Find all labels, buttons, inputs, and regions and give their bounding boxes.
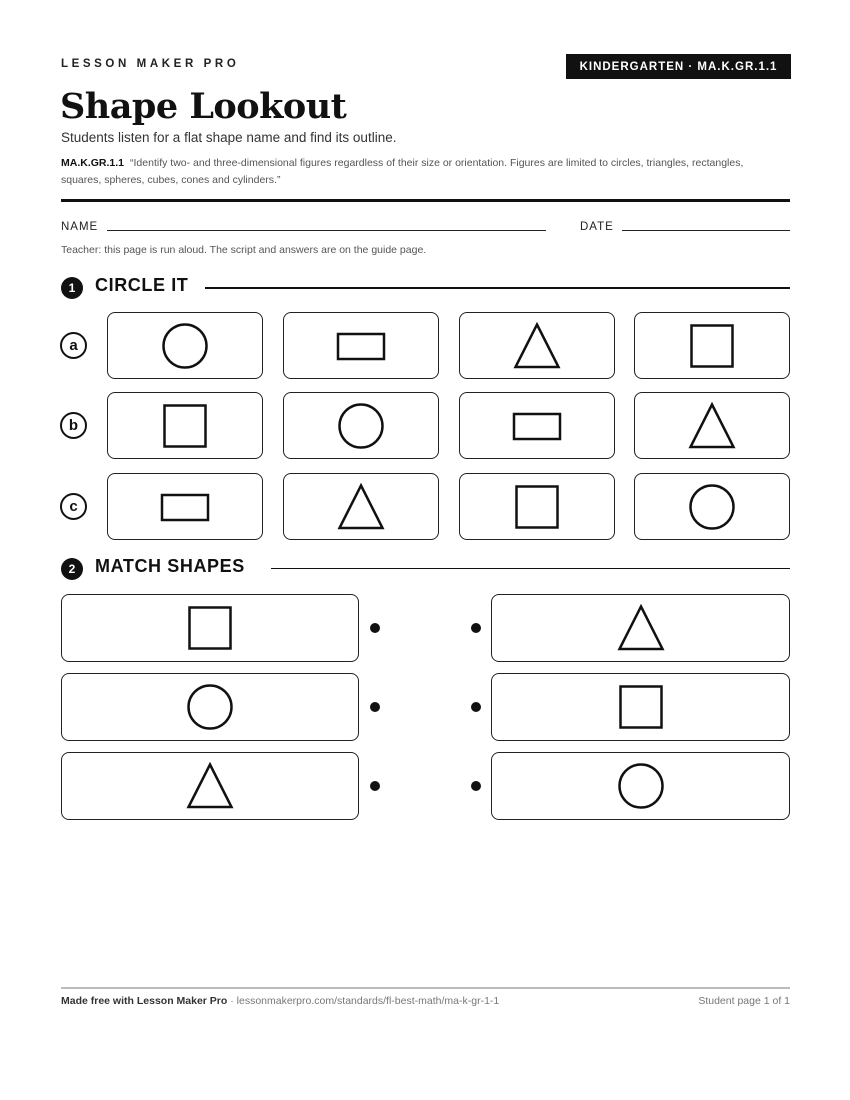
footer-credit bbox=[61, 995, 499, 1007]
triangle-outline bbox=[333, 481, 389, 533]
shape-card-c-1[interactable] bbox=[107, 473, 263, 540]
shape-card-a-2[interactable] bbox=[283, 312, 439, 379]
footer-made-with: Made free with Lesson Maker Pro bbox=[61, 995, 228, 1007]
circle-outline bbox=[684, 481, 740, 533]
square-outline bbox=[157, 400, 213, 452]
match-right-dot-2[interactable] bbox=[471, 702, 481, 712]
match-left-dot-3[interactable] bbox=[370, 781, 380, 791]
square-outline bbox=[613, 681, 669, 733]
date-line[interactable] bbox=[622, 230, 790, 231]
shape-card-b-4[interactable] bbox=[634, 392, 790, 459]
name-label: NAME bbox=[61, 221, 99, 233]
match-right-card-1[interactable] bbox=[491, 594, 790, 662]
standard-description bbox=[61, 155, 781, 189]
circle-outline bbox=[157, 320, 213, 372]
footer-separator: · bbox=[227, 995, 237, 1007]
page-title: Shape Lookout bbox=[60, 86, 347, 127]
circle-outline bbox=[613, 760, 669, 812]
match-left-card-1[interactable] bbox=[61, 594, 359, 662]
match-right-dot-3[interactable] bbox=[471, 781, 481, 791]
section-2-title: MATCH SHAPES bbox=[95, 556, 245, 576]
triangle-outline bbox=[509, 320, 565, 372]
section-1-title: CIRCLE IT bbox=[95, 275, 189, 295]
header-divider bbox=[61, 199, 790, 202]
shape-card-c-3[interactable] bbox=[459, 473, 615, 540]
standard-text: “Identify two- and three-dimensional figures regardless of their size or orientation. Figures are limited to circles, triangles, rectangles, squares, spheres, cubes, cones and cylinders.” bbox=[61, 157, 744, 186]
square-outline bbox=[684, 320, 740, 372]
triangle-outline bbox=[684, 400, 740, 452]
name-line[interactable] bbox=[107, 230, 546, 231]
section-1-number: 1 bbox=[61, 277, 83, 299]
match-left-card-3[interactable] bbox=[61, 752, 359, 820]
standard-code: MA.K.GR.1.1 bbox=[61, 157, 125, 169]
shape-card-b-2[interactable] bbox=[283, 392, 439, 459]
triangle-outline bbox=[182, 760, 238, 812]
shape-card-a-4[interactable] bbox=[634, 312, 790, 379]
square-outline bbox=[509, 481, 565, 533]
triangle-outline bbox=[613, 602, 669, 654]
match-right-dot-1[interactable] bbox=[471, 623, 481, 633]
shape-card-c-4[interactable] bbox=[634, 473, 790, 540]
match-right-card-2[interactable] bbox=[491, 673, 790, 741]
section-2-rule bbox=[271, 568, 790, 569]
circle-outline bbox=[333, 400, 389, 452]
rectangle-outline bbox=[509, 400, 565, 452]
rectangle-outline bbox=[157, 481, 213, 533]
match-right-card-3[interactable] bbox=[491, 752, 790, 820]
shape-card-a-1[interactable] bbox=[107, 312, 263, 379]
shape-card-b-3[interactable] bbox=[459, 392, 615, 459]
match-left-dot-1[interactable] bbox=[370, 623, 380, 633]
footer-url[interactable]: lessonmakerpro.com/standards/fl-best-math/ma-k-gr-1-1 bbox=[236, 995, 500, 1007]
grade-standard-badge: KINDERGARTEN · MA.K.GR.1.1 bbox=[566, 54, 791, 79]
shape-card-b-1[interactable] bbox=[107, 392, 263, 459]
match-left-card-2[interactable] bbox=[61, 673, 359, 741]
rectangle-outline bbox=[333, 320, 389, 372]
brand-name: LESSON MAKER PRO bbox=[61, 58, 240, 70]
row-label-a: a bbox=[60, 332, 87, 359]
page-subtitle: Students listen for a flat shape name and find its outline. bbox=[61, 130, 397, 145]
section-2-number: 2 bbox=[61, 558, 83, 580]
footer-divider bbox=[61, 987, 790, 989]
section-1-rule bbox=[205, 287, 790, 289]
circle-outline bbox=[182, 681, 238, 733]
teacher-note: Teacher: this page is run aloud. The script and answers are on the guide page. bbox=[61, 244, 427, 256]
date-label: DATE bbox=[580, 221, 614, 233]
shape-card-a-3[interactable] bbox=[459, 312, 615, 379]
row-label-b: b bbox=[60, 412, 87, 439]
row-label-c: c bbox=[60, 493, 87, 520]
match-left-dot-2[interactable] bbox=[370, 702, 380, 712]
shape-card-c-2[interactable] bbox=[283, 473, 439, 540]
square-outline bbox=[182, 602, 238, 654]
footer-page-number: Student page 1 of 1 bbox=[698, 995, 790, 1007]
